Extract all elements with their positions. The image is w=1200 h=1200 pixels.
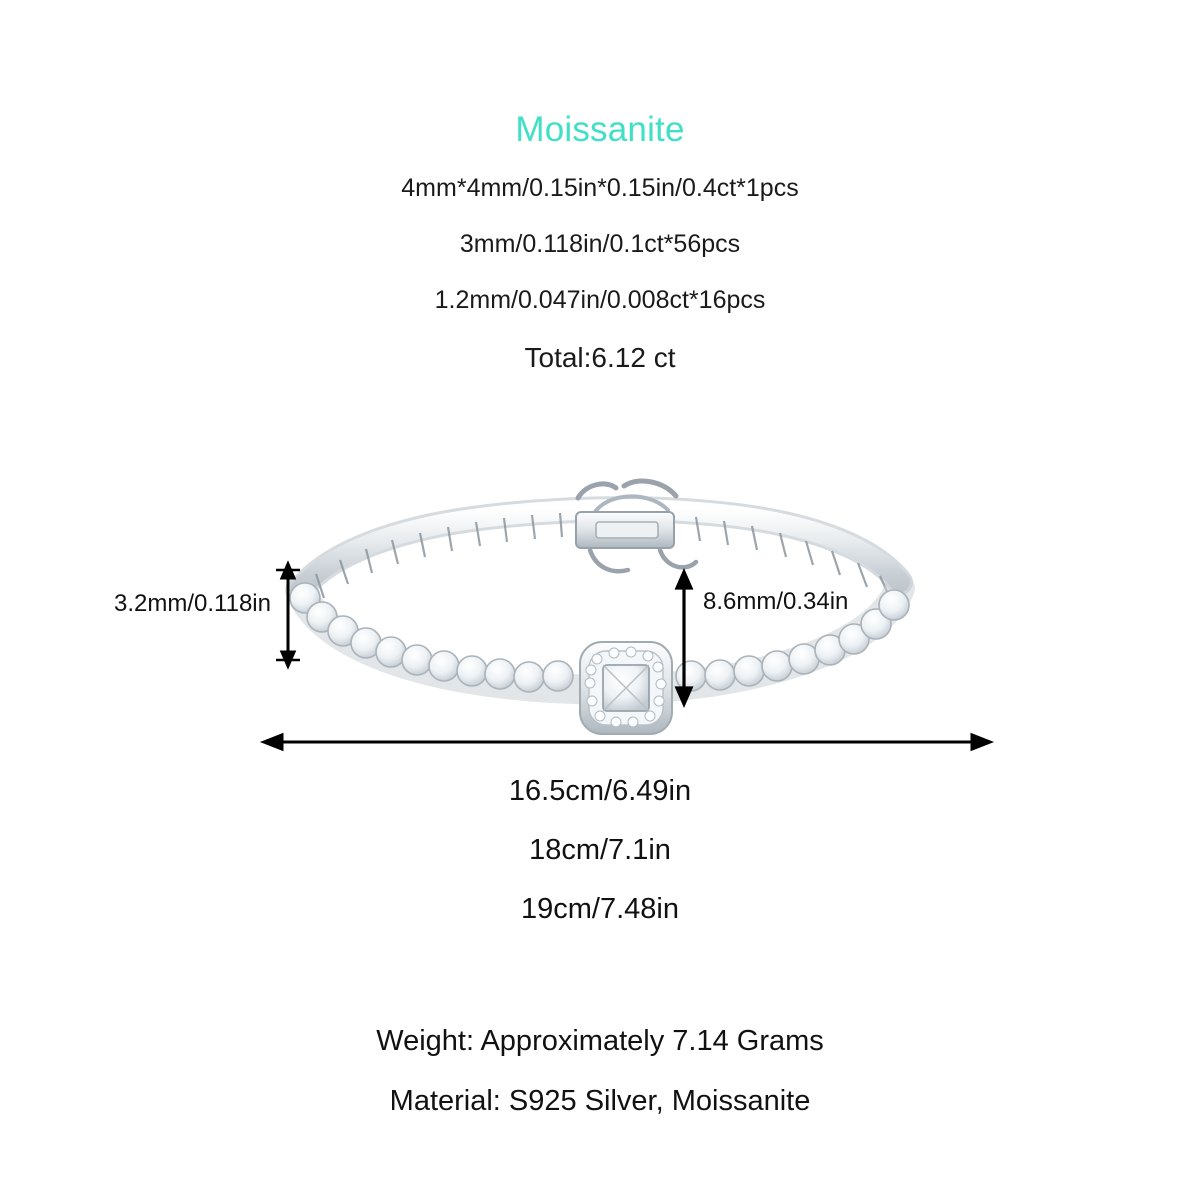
stone-spec-line-2: 3mm/0.118in/0.1ct*56pcs: [459, 230, 741, 258]
total-carat-weight: Total:6.12 ct: [524, 342, 676, 373]
length-dimension-arrow: [264, 735, 990, 749]
bracelet-illustration: [0, 470, 1200, 770]
bracelet-diagram-svg: [0, 470, 1200, 770]
material-label: Material: S925 Silver, Moissanite: [389, 1085, 811, 1117]
bracelet-clasp: [576, 481, 696, 571]
band-width-label: 3.2mm/0.118in: [114, 590, 271, 617]
length-option-1: 16.5cm/6.49in: [508, 775, 692, 807]
footer-info-block: [0, 1025, 1200, 1145]
center-height-label: 8.6mm/0.34in: [703, 588, 849, 615]
weight-label: Weight: Approximately 7.14 Grams: [376, 1025, 824, 1057]
stone-spec-line-3: 1.2mm/0.047in/0.008ct*16pcs: [434, 286, 766, 314]
specification-block: [0, 110, 1200, 374]
length-options-list: [0, 775, 1200, 952]
length-option-3: 19cm/7.48in: [521, 893, 679, 925]
length-option-2: 18cm/7.1in: [529, 834, 671, 866]
page-title: Moissanite: [515, 110, 685, 149]
center-halo-setting: [580, 642, 672, 734]
stone-spec-line-1: 4mm*4mm/0.15in*0.15in/0.4ct*1pcs: [401, 174, 799, 202]
